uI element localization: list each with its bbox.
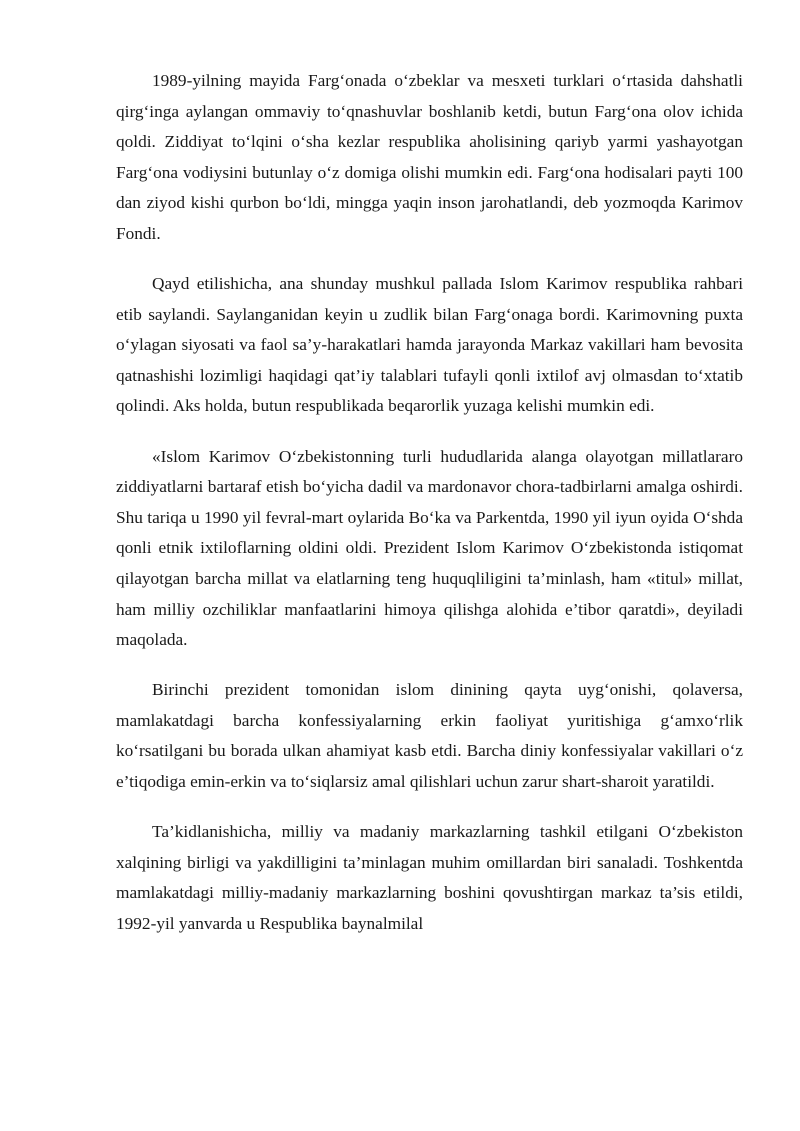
paragraph-religious-revival: Birinchi prezident tomonidan islom dinining qayta uyg‘onishi, qolaversa, mamlakatdagi barcha konfessiyalarning erkin faoliyat yuritishiga g‘amxo‘rlik ko‘rsatilgani bu borada ulkan ahamiyat kasb etdi. Barcha diniy konfessiyalar vakillari o‘z e’tiqodiga emin-erkin va to‘siqlarsiz amal qilishlari uchun zarur shart-sharoit yaratildi.: [116, 680, 743, 791]
document-page: [116, 66, 743, 959]
paragraph-interethnic-conflicts: «Islom Karimov O‘zbekistonning turli hududlarida alanga olayotgan millatlararo ziddiyatlarni bartaraf etish bo‘yicha dadil va mardonavor chora-tadbirlarni amalga oshirdi. Shu tariqa u 1990 yil fevral-mart oylarida Bo‘ka va Parkentda, 1990 yil iyun oyida O‘shda qonli etnik ixtiloflarning oldini oldi. Prezident Islom Karimov O‘zbekistonda istiqomat qilayotgan barcha millat va elatlarning teng huquqliligini ta’minlash, ham «titul» millat, ham milliy ozchiliklar manfaatlarini himoya qilishga alohida e’tibor qaratdi», deyiladi maqolada.: [116, 446, 743, 650]
paragraph-cultural-centers: Ta’kidlanishicha, milliy va madaniy markazlarning tashkil etilgani O‘zbekiston xalqining birligi va yakdilligini ta’minlagan muhim omillardan biri sanaladi. Toshkentda mamlakatdagi milliy-madaniy markazlarning boshini qovushtirgan markaz ta’sis etildi, 1992-yil yanvarda u Respublika baynalmilal: [116, 822, 743, 933]
paragraph-fergana-events: 1989-yilning mayida Farg‘onada o‘zbeklar va mesxeti turklari o‘rtasida dahshatli qirg‘inga aylangan ommaviy to‘qnashuvlar boshlanib ketdi, butun Farg‘ona olov ichida qoldi. Ziddiyat to‘lqini o‘sha kezlar respublika aholisining qariyb yarmi yashayotgan Farg‘ona vodiysini butunlay o‘z domiga olishi mumkin edi. Farg‘ona hodisalari payti 100 dan ziyod kishi qurbon bo‘ldi, mingga yaqin inson jarohatlandi, deb yozmoqda Karimov Fondi.: [116, 71, 743, 243]
paragraph-karimov-elected: Qayd etilishicha, ana shunday mushkul pallada Islom Karimov respublika rahbari etib saylandi. Saylanganidan keyin u zudlik bilan Farg‘onaga bordi. Karimovning puxta o‘ylagan siyosati va faol sa’y-harakatlari hamda jarayonda Markaz vakillari ham bevosita qatnashishi lozimligi haqidagi qat’iy talablari tufayli qonli ixtilof avj olmasdan to‘xtatib qolindi. Aks holda, butun respublikada beqarorlik yuzaga kelishi mumkin edi.: [116, 274, 743, 416]
